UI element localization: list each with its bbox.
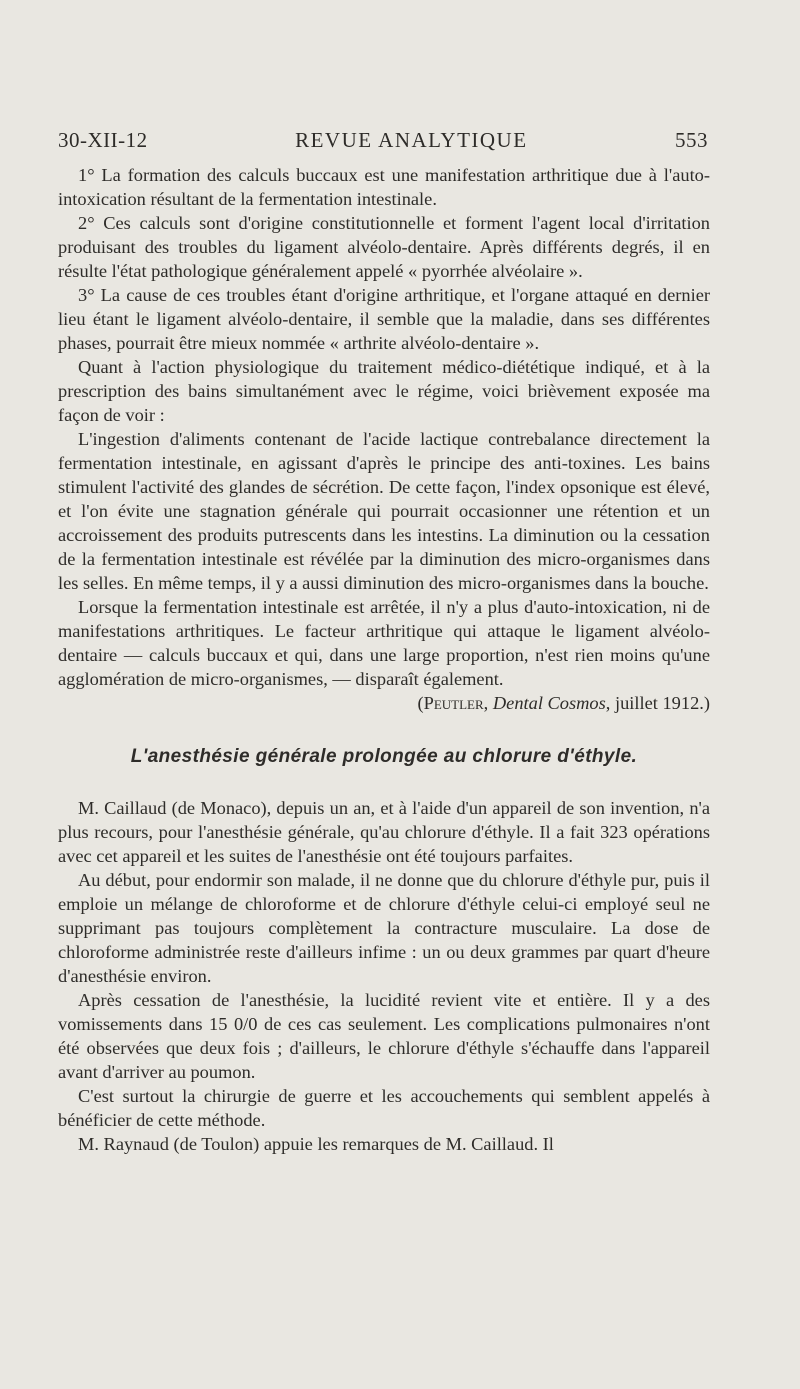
page-number: 553 [675, 128, 708, 152]
paragraph: 3° La cause de ces troubles étant d'origine arthritique, et l'organe attaqué en dernier lieu étant le ligament alvéolo-dentaire, il semble que la maladie, dans ses différentes phases, pourrait être mieux nommée « arthrite alvéolo-dentaire ». [58, 285, 710, 353]
paragraph: 1° La formation des calculs buccaux est une manifestation arthritique due à l'auto-intoxication résultant de la fermentation intestinale. [58, 165, 710, 209]
paragraph: Lorsque la fermentation intestinale est arrêtée, il n'y a plus d'auto-intoxication, ni de manifestations arthritiques. Le facteur arthritique qui attaque le ligament alvéolo-dentaire — calculs buccaux et qui, dans une large proportion, n'est rien moins qu'une agglomération de micro-organismes, — disparaît également. [58, 597, 710, 689]
paragraph: 2° Ces calculs sont d'origine constitutionnelle et forment l'agent local d'irritation produisant des troubles du ligament alvéolo-dentaire. Après différents degrés, il en résulte l'état pathologique généralement appelé « pyorrhée alvéolaire ». [58, 213, 710, 281]
paragraph: Quant à l'action physiologique du traitement médico-diététique indiqué, et à la prescription des bains simultanément avec le régime, voici brièvement exposée ma façon de voir : [58, 357, 710, 425]
section-title: L'anesthésie générale prolongée au chlorure d'éthyle. [130, 746, 638, 767]
citation-date: juillet 1912. [614, 693, 704, 713]
citation-journal: Dental Cosmos [492, 693, 606, 713]
article-body [58, 163, 710, 1156]
running-header [58, 128, 708, 153]
paragraph: M. Raynaud (de Toulon) appuie les remarques de M. Caillaud. Il [78, 1134, 554, 1154]
header-title: REVUE ANALYTIQUE [295, 128, 528, 152]
citation-author: Peutler [423, 693, 484, 713]
paragraph: Après cessation de l'anesthésie, la lucidité revient vite et entière. Il y a des vomissements dans 15 0/0 de ces cas seulement. Les complications pulmonaires n'ont été observées que deux fois ; d'ailleurs, le chlorure d'éthyle s'échauffe dans l'appareil avant d'arriver au poumon. [58, 990, 710, 1082]
header-date: 30-XII-12 [58, 128, 148, 152]
paragraph: C'est surtout la chirurgie de guerre et les accouchements qui semblent appelés à bénéficier de cette méthode. [58, 1086, 710, 1130]
paragraph: L'ingestion d'aliments contenant de l'acide lactique contrebalance directement la fermentation intestinale, en agissant d'après le principe des anti-toxines. Les bains stimulent l'activité des glandes de sécrétion. De cette façon, l'index opsonique est élevé, et l'on évite une stagnation générale qui pourrait occasionner une rétention et un accroissement des produits putrescents dans les intestins. La diminution ou la cessation de la fermentation intestinale est révélée par la diminution des micro-organismes dans les selles. En même temps, il y a aussi diminution des micro-organismes dans la bouche. [58, 429, 710, 593]
paragraph: M. Caillaud (de Monaco), depuis un an, et à l'aide d'un appareil de son invention, n'a plus recours, pour l'anesthésie générale, qu'au chlorure d'éthyle. Il a fait 323 opérations avec cet appareil et les suites de l'anesthésie ont été toujours parfaites. [58, 798, 710, 866]
citation: (Peutler, Dental Cosmos, juillet 1912.) [417, 693, 710, 713]
paragraph: Au début, pour endormir son malade, il ne donne que du chlorure d'éthyle pur, puis il emploie un mélange de chloroforme et de chlorure d'éthyle celui-ci employé seul ne supprimant pas toujours complètement la contracture musculaire. La dose de chloroforme administrée reste d'ailleurs infime : un ou deux grammes par quart d'heure d'anesthésie environ. [58, 870, 710, 986]
